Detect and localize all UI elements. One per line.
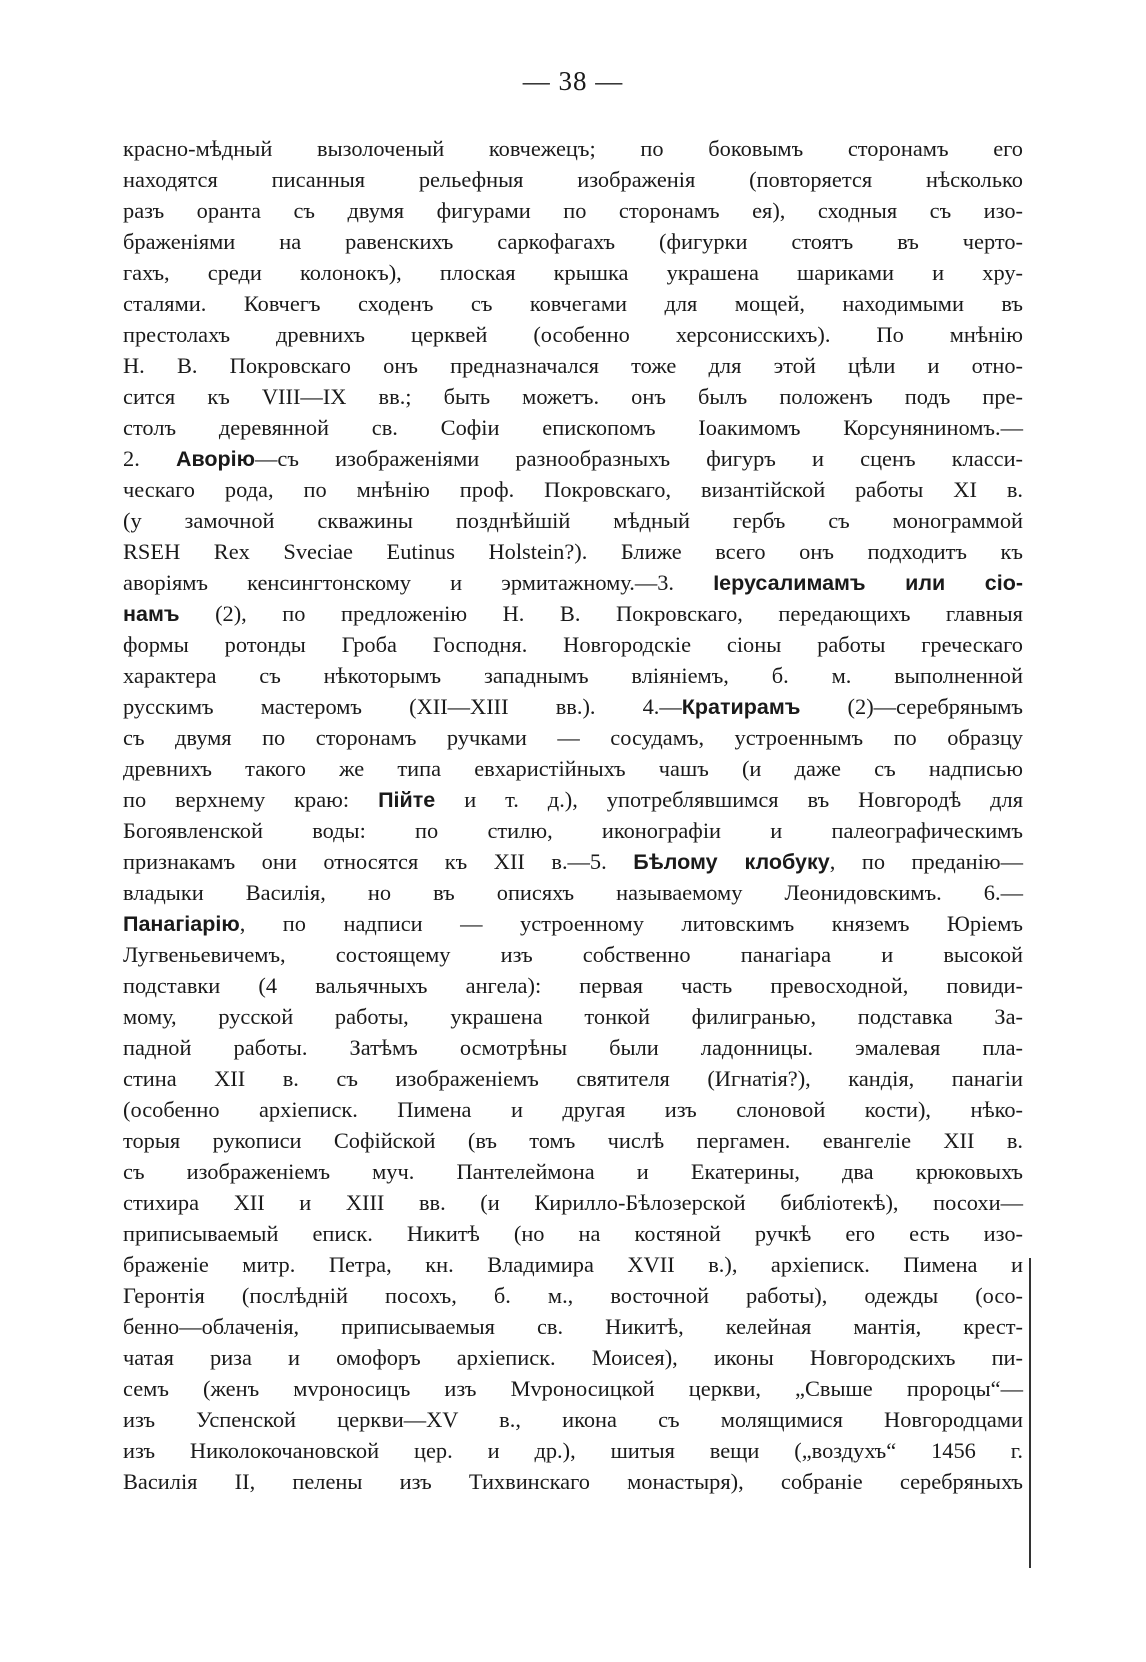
text-run: съ изображеніемъ муч. Пантелеймона и Екатерины, два крюковыхъ [123,1159,1023,1184]
bold-term: Пійте [378,788,436,812]
text-run: формы ротонды Гроба Господня. Новгородскіе сіоны работы греческаго [123,632,1023,657]
text-line [123,381,1023,412]
text-run: (2)—серебрянымъ [800,694,1023,719]
bold-term: Бѣлому клобуку [633,850,830,874]
text-line [123,784,1023,815]
text-run: столъ деревянной св. Софіи епископомъ Іоакимомъ Корсуняниномъ.— [123,415,1023,440]
bold-term: Кратирамъ [681,695,801,719]
text-run: Лугвеньевичемъ, состоящему изъ собственно панагіара и высокой [123,942,1023,967]
text-run: стина XII в. съ изображеніемъ святителя (Игнатія?), кандія, панагіи [123,1066,1023,1091]
text-run: , по преданію— [829,849,1023,874]
text-line [123,319,1023,350]
text-line [123,722,1023,753]
text-line [123,350,1023,381]
text-line [123,660,1023,691]
text-run: семъ (женъ мvроносицъ изъ Мvроносицкой церкви, „Свыше пророцы“— [123,1376,1023,1401]
text-line [123,1001,1023,1032]
text-line [123,1156,1023,1187]
text-run: находятся писанныя рельефныя изображенія (повторяется нѣсколько [123,167,1023,192]
text-run: —съ изображеніями разнообразныхъ фигуръ и сценъ класси- [255,446,1024,471]
text-run: красно-мѣдный вызолоченый ковчежецъ; по боковымъ сторонамъ его [123,136,1023,161]
text-run: подставки (4 вальячныхъ ангела): первая часть превосходной, повиди- [123,973,1023,998]
text-run: бенно—облаченія, приписываемыя св. Никитѣ, келейная мантія, крест- [123,1314,1023,1339]
text-line [123,1032,1023,1063]
text-run: падной работы. Затѣмъ осмотрѣны были ладонницы. эмалевая пла- [123,1035,1023,1060]
text-run: сталями. Ковчегъ сходенъ съ ковчегами для мощей, находимыми въ [123,291,1023,316]
text-run: (у замочной скважины позднѣйшій мѣдный гербъ съ монограммой [123,508,1023,533]
text-line [123,1404,1023,1435]
text-line [123,691,1023,722]
text-run: торыя рукописи Софійской (въ томъ числѣ пергамен. евангеліе XII в. [123,1128,1023,1153]
text-run: чатая риза и омофоръ архіеписк. Моисея), иконы Новгородскихъ пи- [123,1345,1023,1370]
text-line [123,195,1023,226]
bold-term: Панагіарію [123,912,240,936]
text-run: ческаго рода, по мнѣнію проф. Покровскаго, византійской работы XI в. [123,477,1023,502]
text-run: , по надписи — устроенному литовскимъ княземъ Юріемъ [239,911,1023,936]
text-line [123,133,1023,164]
text-line [123,1094,1023,1125]
bold-term: Аворію [175,447,256,471]
text-run: съ двумя по сторонамъ ручками — сосудамъ, устроеннымъ по образцу [123,725,1023,750]
text-line [123,567,1023,598]
text-line [123,1466,1023,1497]
text-run: русскимъ мастеромъ (XII—XIII вв.). 4.— [123,694,682,719]
text-run: древнихъ такого же типа евхаристійныхъ чашъ (и даже съ надписью [123,756,1023,781]
text-line [123,815,1023,846]
text-run: по верхнему краю: [123,787,379,812]
bold-term: Іерусалимамъ или сіо- [713,571,1023,595]
text-line [123,939,1023,970]
page-number: — 38 — [522,66,624,96]
body-text [123,133,1023,1497]
text-run: Геронтія (послѣдній посохъ, б. м., восточной работы), одежды (осо- [123,1283,1023,1308]
text-run: (особенно архіеписк. Пимена и другая изъ слоновой кости), нѣко- [123,1097,1023,1122]
text-line [123,970,1023,1001]
text-run: стихира XII и XIII вв. (и Кирилло-Бѣлозерской библіотекѣ), посохи— [123,1190,1023,1215]
text-line [123,288,1023,319]
text-line [123,1249,1023,1280]
text-line [123,629,1023,660]
text-line [123,443,1023,474]
text-run: владыки Василія, но въ описяхъ называемому Леонидовскимъ. 6.— [123,880,1023,905]
text-run: изъ Николокочановской цер. и др.), шитыя вещи („воздухъ“ 1456 г. [123,1438,1023,1463]
text-run: гахъ, среди колонокъ), плоская крышка украшена шариками и хру- [123,260,1023,285]
text-run: характера съ нѣкоторымъ западнымъ вліяніемъ, б. м. выполненной [123,663,1023,688]
text-line [123,226,1023,257]
text-run: 2. [123,446,176,471]
text-run: престолахъ древнихъ церквей (особенно херсонисскихъ). По мнѣнію [123,322,1023,347]
text-run: мому, русской работы, украшена тонкой филигранью, подставка За- [123,1004,1023,1029]
text-line [123,1125,1023,1156]
text-line [123,505,1023,536]
text-line [123,412,1023,443]
text-run: сится къ VIII—IX вв.; быть можетъ. онъ былъ положенъ подъ пре- [123,384,1023,409]
text-run: разъ оранта съ двумя фигурами по сторонамъ ея), сходныя съ изо- [123,198,1023,223]
text-run: браженіями на равенскихъ саркофагахъ (фигурки стоятъ въ черто- [123,229,1023,254]
text-line [123,753,1023,784]
text-run: признакамъ они относятся къ XII в.—5. [123,849,634,874]
text-line [123,1373,1023,1404]
text-line [123,846,1023,877]
text-line [123,474,1023,505]
text-run: изъ Успенской церкви—XV в., икона съ молящимися Новгородцами [123,1407,1023,1432]
text-line [123,257,1023,288]
text-line [123,1063,1023,1094]
text-line [123,536,1023,567]
text-run: Богоявленской воды: по стилю, иконографіи и палеографическимъ [123,818,1023,843]
text-line [123,1218,1023,1249]
text-run: браженіе митр. Петра, кн. Владимира XVII в.), архіеписк. Пимена и [123,1252,1023,1277]
text-line [123,877,1023,908]
text-run: Н. В. Покровскаго онъ предназначался тоже для этой цѣли и отно- [123,353,1023,378]
text-line [123,1187,1023,1218]
text-line [123,1311,1023,1342]
text-line [123,598,1023,629]
bold-term: намъ [123,602,180,626]
text-run: аворіямъ кенсингтонскому и эрмитажному.—3. [123,570,714,595]
text-line [123,164,1023,195]
text-run: RSEH Rex Sveciae Eutinus Holstein?). Ближе всего онъ подходитъ къ [123,539,1023,564]
text-run: приписываемый еписк. Никитѣ (но на костяной ручкѣ его есть изо- [123,1221,1023,1246]
text-line [123,1342,1023,1373]
text-run: (2), по предложенію Н. В. Покровскаго, передающихъ главныя [179,601,1023,626]
text-line [123,1280,1023,1311]
text-line [123,1435,1023,1466]
text-run: Василія II, пелены изъ Тихвинскаго монастыря), собраніе серебряныхъ [123,1469,1023,1494]
margin-rule [1029,1258,1031,1568]
text-line [123,908,1023,939]
text-run: и т. д.), употреблявшимся въ Новгородѣ для [435,787,1023,812]
